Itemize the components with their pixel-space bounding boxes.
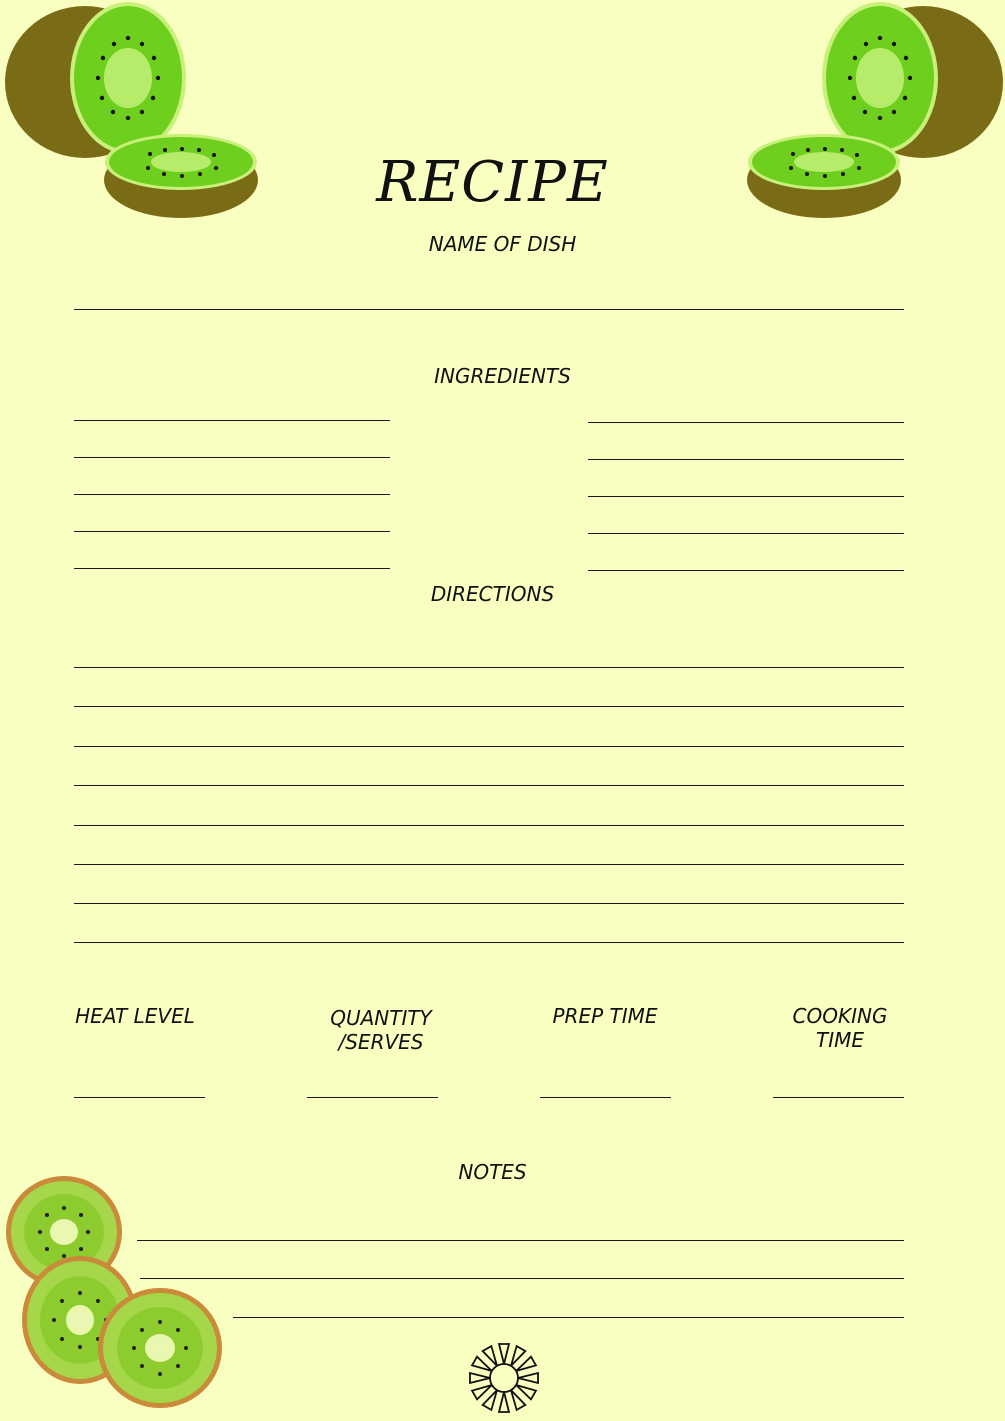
direction-line[interactable] — [74, 864, 904, 865]
direction-line[interactable] — [74, 785, 904, 786]
direction-line[interactable] — [74, 746, 904, 747]
quantity-label — [306, 1006, 456, 1054]
ingredient-line-right[interactable] — [588, 422, 904, 423]
direction-line[interactable] — [74, 825, 904, 826]
notes-line[interactable] — [233, 1317, 904, 1318]
page-title: RECIPE — [376, 150, 609, 215]
cooking-time-line[interactable] — [773, 1097, 904, 1098]
prep-time-line[interactable] — [540, 1097, 671, 1098]
name-of-dish-label: NAME OF DISH — [428, 232, 577, 256]
ingredient-line-left[interactable] — [74, 531, 390, 532]
flower-icon — [464, 1338, 544, 1418]
notes-line[interactable] — [140, 1278, 904, 1279]
direction-line[interactable] — [74, 942, 904, 943]
cooking-time-label-line2: TIME — [815, 1028, 864, 1052]
cooking-time-label-line1: COOKING — [792, 1004, 888, 1028]
notes-heading: NOTES — [458, 1160, 527, 1184]
ingredient-line-left[interactable] — [74, 568, 390, 569]
quantity-label-line2: /SERVES — [338, 1030, 424, 1054]
heat-level-line[interactable] — [74, 1097, 205, 1098]
ingredient-line-left[interactable] — [74, 457, 390, 458]
ingredient-line-right[interactable] — [588, 533, 904, 534]
ingredient-line-left[interactable] — [74, 420, 390, 421]
dish-name-line[interactable] — [74, 309, 904, 310]
direction-line[interactable] — [74, 706, 904, 707]
quantity-label-line1: QUANTITY — [330, 1006, 432, 1030]
quantity-line[interactable] — [307, 1097, 438, 1098]
prep-time-label: PREP TIME — [552, 1004, 658, 1028]
cooking-time-label — [765, 1004, 915, 1052]
ingredient-line-left[interactable] — [74, 494, 390, 495]
ingredients-heading: INGREDIENTS — [434, 364, 571, 388]
kiwi-slices-icon — [0, 1170, 230, 1410]
heat-level-label: HEAT LEVEL — [75, 1004, 195, 1028]
direction-line[interactable] — [74, 667, 904, 668]
ingredient-line-right[interactable] — [588, 496, 904, 497]
ingredient-line-right[interactable] — [588, 570, 904, 571]
direction-line[interactable] — [74, 903, 904, 904]
directions-heading: DIRECTIONS — [430, 582, 555, 606]
notes-line[interactable] — [137, 1240, 904, 1241]
ingredient-line-right[interactable] — [588, 459, 904, 460]
